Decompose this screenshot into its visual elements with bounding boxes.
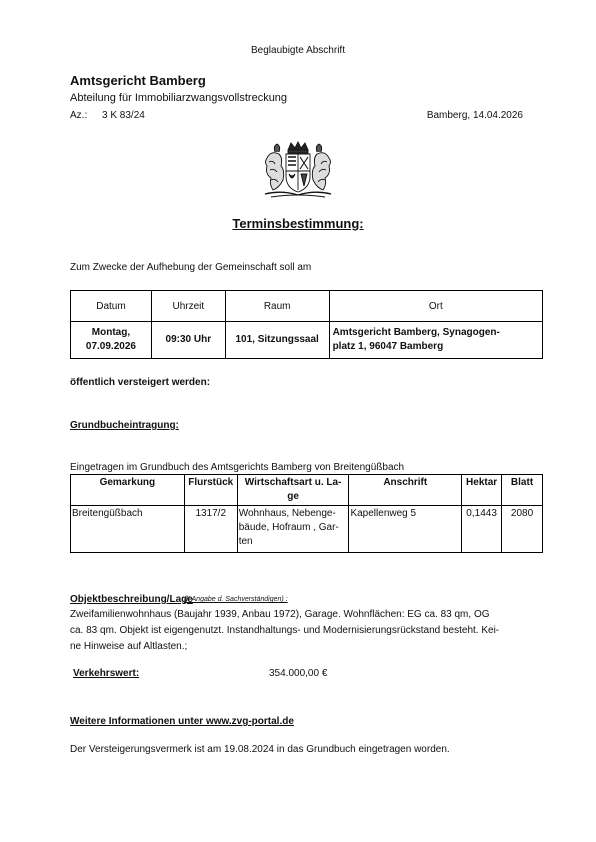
cell-ort [329,322,542,359]
certified-copy-note: Beglaubigte Abschrift [251,45,345,56]
property-description-line-1: Zweifamilienwohnhaus (Baujahr 1939, Anbau 1972), Garage. Wohnflächen: EG ca. 83 qm, OG [70,609,490,620]
header-anschrift: Anschrift [349,475,462,506]
property-description-line-2: ca. 83 qm. Objekt ist eigengenutzt. Instandhaltungs- und Modernisierungsrückstand besteht. Kei- [70,625,500,636]
land-register-intro: Eingetragen im Grundbuch des Amtsgerichts Bamberg von Breitengüßbach [70,462,405,473]
datum-weekday: Montag, [91,327,131,338]
cell-datum [71,322,152,359]
cell-wirtschaftsart [237,506,349,553]
header-uhrzeit: Uhrzeit [151,291,225,322]
court-department: Abteilung für Immobiliarzwangsvollstreckung [70,92,288,104]
document-heading: Terminsbestimmung: [232,216,364,231]
header-ort: Ort [329,291,542,322]
land-register-table [70,474,543,553]
place-and-date: Bamberg, 14.04.2026 [426,110,523,121]
appointment-table [70,290,543,359]
cell-anschrift: Kapellenweg 5 [349,506,462,553]
court-name: Amtsgericht Bamberg [70,73,206,88]
wirtschaftsart-line-3: ten [238,536,253,547]
ort-line-2: platz 1, 96047 Bamberg [332,341,444,352]
header-hektar: Hektar [462,475,502,506]
file-number: 3 K 83/24 [102,110,145,121]
bavarian-coat-of-arms-icon [261,140,335,200]
cell-uhrzeit: 09:30 Uhr [151,322,225,359]
property-description-heading: Objektbeschreibung/Lage [70,594,193,605]
file-number-label: Az.: [70,110,88,121]
wirtschaftsart-line-1: Wohnhaus, Nebenge- [238,508,336,519]
header-blatt: Blatt [502,475,543,506]
wirtschaftsart-line-2: bäude, Hofraum , Gar- [238,522,339,533]
property-description-line-3: ne Hinweise auf Altlasten.; [70,641,188,652]
auction-statement: öffentlich versteigert werden: [70,377,211,388]
header-wirtschaftsart [237,475,349,506]
appointment-row [71,322,543,359]
land-register-row [71,506,543,553]
cell-flurstueck: 1317/2 [184,506,237,553]
header-flurstueck: Flurstück [184,475,237,506]
header-datum: Datum [71,291,152,322]
land-register-header [71,475,543,506]
cell-raum: 101, Sitzungssaal [225,322,329,359]
header-gemarkung: Gemarkung [71,475,185,506]
cell-hektar: 0,1443 [462,506,502,553]
wirtschaftsart-header-line-2: ge [287,491,299,502]
market-value: 354.000,00 € [269,668,328,679]
cell-blatt: 2080 [502,506,543,553]
wirtschaftsart-header-line-1: Wirtschaftsart u. La- [244,477,342,488]
land-register-heading: Grundbucheintragung: [70,420,179,431]
cell-gemarkung: Breitengüßbach [71,506,185,553]
ort-line-1: Amtsgericht Bamberg, Synagogen- [332,327,500,338]
auction-note-text: Der Versteigerungsvermerk ist am 19.08.2024 in das Grundbuch eingetragen worden. [70,744,450,755]
property-description-note: (lt Angabe d. Sachverständigen) : [184,596,288,603]
info-link[interactable]: Weitere Informationen unter www.zvg-portal.de [70,716,294,727]
datum-date: 07.09.2026 [85,341,136,352]
property-description [70,607,544,655]
appointment-table-header [71,291,543,322]
intro-text: Zum Zwecke der Aufhebung der Gemeinschaft soll am [70,262,312,273]
market-value-label: Verkehrswert: [73,668,140,679]
header-raum: Raum [225,291,329,322]
